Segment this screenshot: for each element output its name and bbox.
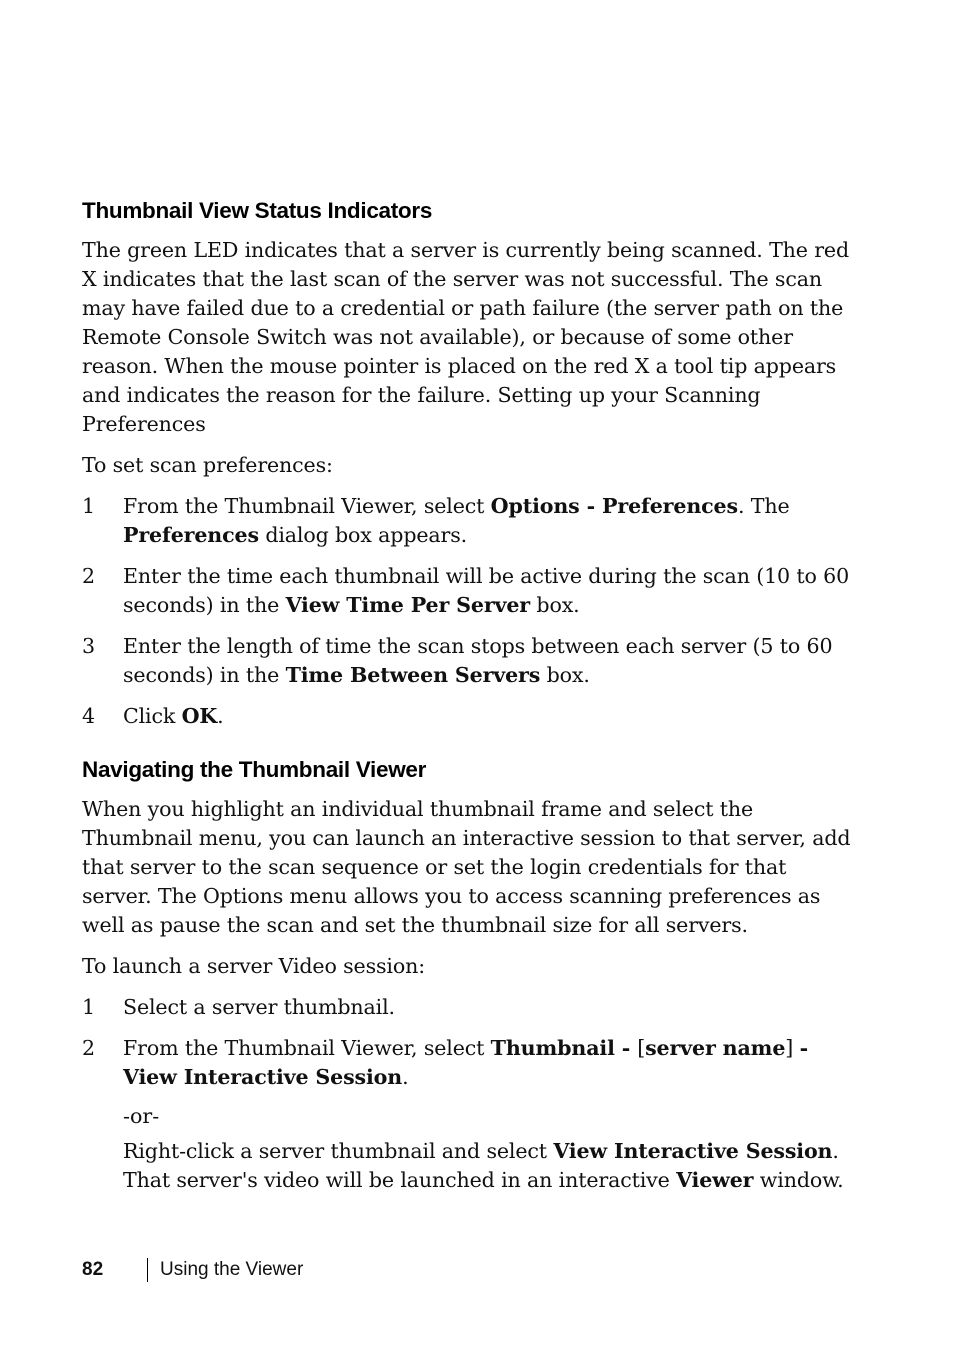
step-text: Enter the length of time the scan stops between each server (5 to 60 seconds) in the Time Between Servers box. — [123, 634, 833, 687]
list-item — [82, 632, 854, 690]
step-number: 2 — [82, 1036, 95, 1060]
alternative-step — [82, 1137, 854, 1195]
step-text: Enter the time each thumbnail will be active during the scan (10 to 60 seconds) in the View Time Per Server box. — [123, 564, 850, 617]
step-number: 1 — [82, 494, 95, 518]
section-heading-navigating: Navigating the Thumbnail Viewer — [82, 757, 427, 782]
step-number: 2 — [82, 564, 95, 588]
step-number: 4 — [82, 704, 95, 728]
scan-preferences-intro: To set scan preferences: — [82, 453, 333, 477]
step-text: From the Thumbnail Viewer, select Thumbnail - [server name] - View Interactive Session. — [123, 1036, 808, 1089]
page-number: 82 — [82, 1259, 104, 1280]
footer-section-title: Using the Viewer — [160, 1259, 304, 1280]
list-item — [82, 702, 854, 731]
step-text: Select a server thumbnail. — [123, 995, 395, 1019]
step-text: Click OK. — [123, 704, 224, 728]
launch-session-intro: To launch a server Video session: — [82, 954, 425, 978]
scan-preferences-steps — [82, 492, 854, 731]
step-text: From the Thumbnail Viewer, select Options - Preferences. The Preferences dialog box appears. — [123, 494, 790, 547]
page-footer — [82, 1256, 303, 1284]
list-item — [82, 993, 854, 1022]
footer-divider — [147, 1258, 148, 1282]
step-number: 1 — [82, 995, 95, 1019]
status-indicators-paragraph: The green LED indicates that a server is currently being scanned. The red X indicates that the last scan of the server was not successful. The scan may have failed due to a credential or path failure (the server path on the Remote Console Switch was not available), or because of some other reason. When the mouse pointer is placed on the red X a tool tip appears and indicates the reason for the failure. Setting up your Scanning Preferences — [82, 238, 849, 436]
list-item — [82, 562, 854, 620]
launch-session-steps — [82, 993, 854, 1092]
navigating-paragraph: When you highlight an individual thumbnail frame and select the Thumbnail menu, you can launch an interactive session to that server, add that server to the scan sequence or set the login credentials for that server. The Options menu allows you to access scanning preferences as well as pause the scan and set the thumbnail size for all servers. — [82, 797, 851, 937]
list-item — [82, 1034, 854, 1092]
alternative-step-line-1: Right-click a server thumbnail and select View Interactive Session. — [123, 1139, 839, 1163]
list-item — [82, 492, 854, 550]
alternative-step-line-2: That server's video will be launched in an interactive Viewer window. — [123, 1168, 844, 1192]
or-separator: -or- — [123, 1104, 160, 1128]
section-heading-status-indicators: Thumbnail View Status Indicators — [82, 198, 433, 223]
page-content — [82, 196, 854, 1195]
step-number: 3 — [82, 634, 95, 658]
